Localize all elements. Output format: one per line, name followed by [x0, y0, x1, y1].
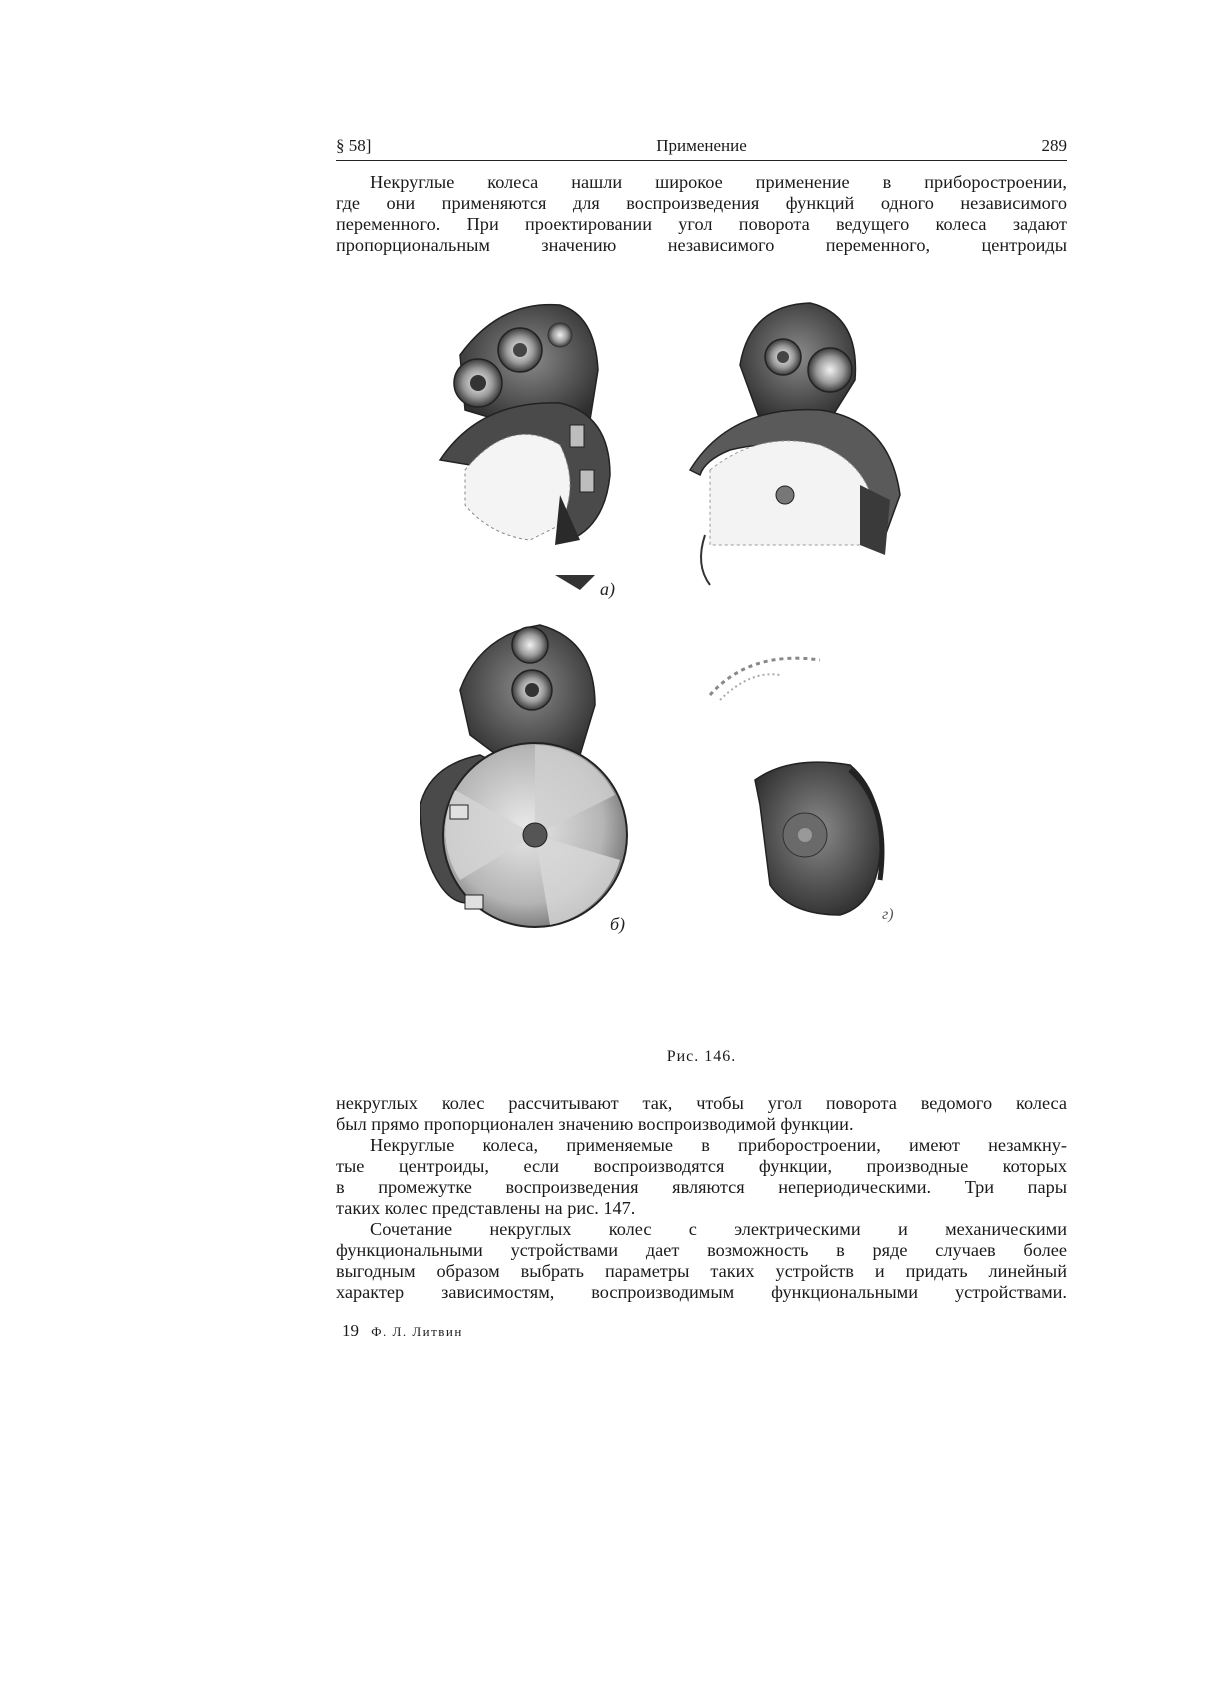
text-line: Некруглые колеса, применяемые в приборостроении, имеют незамкну-	[370, 1135, 1067, 1155]
paragraph-open-centroids	[336, 1135, 1067, 1219]
text-line: Некруглые колеса нашли широкое применение в приборостроении,	[370, 172, 1067, 192]
paragraph-continuation	[336, 1093, 1067, 1135]
figure-photo-gears	[420, 295, 1000, 1030]
section-number: § 58]	[336, 136, 372, 155]
panel-label-d: г)	[882, 906, 894, 923]
text-line: в промежутке воспроизведения являются непериодическими. Три пары	[336, 1177, 1067, 1197]
text-line: пропорциональным значению независимого переменного, центроиды	[336, 235, 1067, 255]
text-line: таких колес представлены на рис. 147.	[336, 1198, 636, 1218]
panel-label-b: б)	[610, 914, 626, 934]
text-line: был прямо пропорционален значению воспроизводимой функции.	[336, 1114, 854, 1134]
text-line: переменного. При проектировании угол поворота ведущего колеса задают	[336, 214, 1067, 234]
paragraph-intro	[336, 172, 1067, 256]
text-line: характер зависимостям, воспроизводимым функциональными устройствами.	[336, 1282, 1067, 1302]
panel-d-gears	[710, 658, 894, 923]
panel-b-gears	[690, 303, 900, 585]
text-line: функциональными устройствами дает возможность в ряде случаев более	[336, 1240, 1067, 1260]
panel-a-gears	[440, 305, 615, 600]
page-number: 289	[1041, 136, 1067, 155]
running-title: Применение	[656, 136, 747, 155]
author-name: Ф. Л. Литвин	[371, 1324, 463, 1339]
figure-146	[420, 295, 1000, 1030]
panel-label-a: а)	[600, 579, 615, 599]
text-line: некруглых колес рассчитывают так, чтобы угол поворота ведомого колеса	[336, 1093, 1067, 1113]
paragraph-combination	[336, 1219, 1067, 1303]
text-line: где они применяются для воспроизведения функций одного независимого	[336, 193, 1067, 213]
text-line: выгодным образом выбрать параметры таких устройств и придать линейный	[336, 1261, 1067, 1281]
figure-caption: Рис. 146.	[666, 1048, 737, 1065]
page-footer	[342, 1321, 463, 1341]
printer-signature: 19	[342, 1321, 359, 1340]
text-line: Сочетание некруглых колес с электрическими и механическими	[370, 1219, 1067, 1239]
text-line: тые центроиды, если воспроизводятся функции, производные которых	[336, 1156, 1067, 1176]
running-header	[336, 134, 1067, 161]
panel-c-gears	[420, 625, 627, 935]
